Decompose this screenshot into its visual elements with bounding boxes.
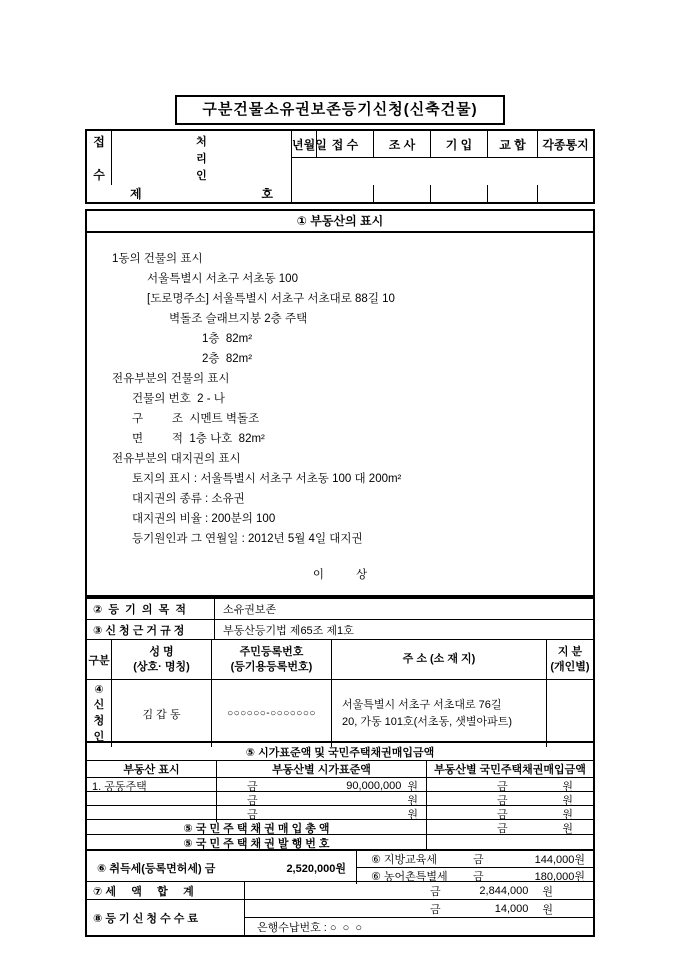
applicant-address-line2: 20, 가동 101호(서초동, 샛별아파트) (342, 715, 513, 728)
property-line: 전유부분의 건물의 표시 (112, 373, 230, 385)
property-line: 대지권의 종류 : 소유권 (132, 493, 245, 505)
party-table-header (87, 639, 593, 679)
property-line: 면 적 1층 나호 82m² (132, 433, 265, 445)
bond-issue-number-cell (427, 835, 593, 851)
col-check: 교 합 (488, 131, 538, 158)
col-review: 조 사 (374, 131, 431, 158)
date-day-label: 일 (315, 137, 327, 152)
col-header-type: 구분 (87, 640, 112, 679)
won-label: 원 (562, 809, 573, 821)
col-header-id-number: 주민등록번호 (등기용등록번호) (212, 640, 332, 679)
bond-total-cell (427, 820, 593, 836)
property-line: 서울특별시 서초구 서초동 100 (147, 273, 298, 285)
col-header-share: 지 분 (개인별) (550, 645, 590, 673)
applicant-type-char: ④ (94, 684, 104, 696)
property-line: 1층 82m² (202, 333, 253, 345)
valuation-table-header (87, 760, 593, 777)
geum-label: 금 (247, 795, 258, 807)
geum-label: 금 (497, 809, 508, 821)
doc-number-prefix: 제 (130, 187, 142, 201)
col-standard-value: 부동산별 시가표준액 (217, 761, 427, 777)
rural-tax-amount: 180,000원 (534, 871, 585, 883)
applicant-row (87, 679, 593, 741)
notices-blank-cell (538, 185, 593, 202)
geum-label: 금 (430, 903, 441, 916)
stamp-top: 접 (93, 135, 105, 149)
basis-label: ③ 신 청 근 거 규 정 (87, 620, 215, 639)
processor-char: 인 (196, 170, 207, 182)
applicant-type-char: 인 (93, 731, 105, 743)
registration-fee-cells (245, 900, 593, 935)
property-line: 벽돌조 슬래브지붕 2층 주택 (169, 313, 308, 325)
education-tax-label: ⑥ 지방교육세 (371, 854, 438, 866)
date-field (292, 131, 327, 158)
processor-char: 리 (196, 153, 207, 165)
applicant-type-char: 신 (93, 699, 105, 711)
geum-label: 금 (473, 871, 484, 883)
education-tax-amount: 144,000원 (534, 854, 585, 866)
date-year-label: 년 (292, 137, 304, 152)
applicant-address-line1: 서울특별시 서초구 서초대로 76길 (342, 698, 502, 711)
bond-issue-number-label: ⑤ 국 민 주 택 채 권 발 행 번 호 (87, 835, 427, 851)
bond-total-label: ⑤ 국 민 주 택 채 권 매 입 총 액 (87, 820, 427, 836)
property-line: [도로명주소] 서울특별시 서초구 서초대로 88길 10 (147, 293, 395, 305)
date-month-label: 월 (303, 137, 316, 152)
col-entry: 기 입 (431, 131, 488, 158)
geum-label: 금 (497, 795, 508, 807)
bank-receipt-number: 은행수납번호 : ○ ○ ○ (257, 921, 363, 934)
won-label: 원 (562, 781, 573, 793)
property-line: 전유부분의 대지권의 표시 (112, 453, 241, 465)
doc-number-suffix: 호 (261, 187, 273, 201)
purpose-value: 소유권보존 (223, 604, 277, 616)
application-table (85, 597, 595, 937)
won-label: 원 (407, 809, 418, 821)
stamp-bottom: 수 (93, 168, 105, 182)
purpose-label: ② 등 기 의 목 적 (87, 599, 215, 619)
applicant-id-number: ○○○○○○-○○○○○○○ (212, 680, 332, 747)
acquisition-tax-cell (87, 851, 357, 884)
acquisition-tax-row (87, 849, 593, 881)
property-description-body (87, 233, 593, 595)
tax-total-label: ⑦ 세 액 합 계 (87, 882, 245, 899)
col-property: 부동산 표시 (87, 761, 217, 777)
reception-stamp (87, 131, 112, 185)
applicant-address (332, 680, 547, 747)
applicant-share (547, 680, 593, 747)
property-line: 건물의 번호 2 - 나 (132, 393, 225, 405)
col-receipt: 접 수 (317, 131, 374, 158)
geum-label: 금 (247, 809, 258, 821)
valuation-row (87, 777, 593, 791)
bond-total-row (87, 819, 593, 834)
won-label: 원 (407, 781, 418, 793)
row-legal-basis (87, 619, 593, 639)
bond-issue-number-row (87, 834, 593, 849)
geum-label: 금 (430, 885, 441, 898)
col-notices: 각종통지 (538, 131, 593, 158)
property-description-box (85, 209, 595, 597)
applicant-name: 김 갑 동 (112, 680, 212, 747)
property-line: 2층 82m² (202, 353, 253, 365)
won-label: 원 (407, 795, 418, 807)
geum-label: 금 (497, 781, 508, 793)
registration-fee-amount: 14,000 (494, 902, 529, 915)
valuation-row (87, 791, 593, 805)
won-label: 원 (542, 885, 553, 898)
property-line: 토지의 표시 : 서울특별시 서초구 서초동 100 대 200m² (132, 473, 402, 485)
tax-total-amount: 2,844,000 (479, 884, 529, 897)
doc-number-field (112, 185, 292, 202)
processor-char: 처 (196, 136, 207, 148)
valuation-row (87, 805, 593, 819)
applicant-type-char: 청 (93, 715, 105, 727)
acquisition-tax-label: ⑥ 취득세(등록면허세) 금 (97, 862, 216, 875)
col-header-address: 주 소 (소 재 지) (332, 640, 547, 679)
won-label: 원 (562, 795, 573, 807)
applicant-type-cell (87, 680, 112, 747)
check-blank-cell (488, 185, 538, 202)
processor-column (112, 131, 292, 185)
section5-header: ⑤ 시가표준액 및 국민주택채권매입금액 (87, 741, 593, 760)
won-label: 원 (562, 823, 573, 835)
property-line: 구 조 시멘트 벽돌조 (132, 413, 260, 425)
education-tax-row (357, 851, 593, 868)
geum-label: 금 (247, 781, 258, 793)
won-label: 원 (542, 903, 553, 916)
col-header-name: 성 명 (상호· 명칭) (112, 640, 212, 679)
entry-blank-cell (431, 185, 488, 202)
registration-fee-label: ⑧ 등 기 신 청 수 수 료 (87, 900, 245, 935)
registration-form (85, 95, 595, 937)
row-registration-purpose (87, 599, 593, 619)
registration-fee-row (87, 899, 593, 935)
standard-value-amount: 90,000,000 (346, 780, 402, 792)
property-line: 1동의 건물의 표시 (112, 253, 203, 265)
reception-table (85, 129, 595, 204)
registration-fee-amount-row (245, 900, 593, 918)
receipt-blank-cell (317, 185, 374, 202)
rural-tax-label: ⑥ 농어촌특별세 (371, 871, 448, 883)
closing-mark: 이 상 (312, 569, 368, 581)
property-line: 등기원인과 그 연월일 : 2012년 5월 4일 대지권 (132, 533, 363, 545)
geum-label: 금 (473, 854, 484, 866)
col-bond-purchase: 부동산별 국민주택채권매입금액 (434, 764, 586, 776)
basis-value: 부동산등기법 제65조 제1호 (223, 624, 354, 637)
property-line: 대지권의 비율 : 200분의 100 (132, 513, 276, 525)
geum-label: 금 (497, 823, 508, 835)
property-label: 1. 공동주택 (87, 778, 217, 794)
property-description-header: ① 부동산의 표시 (87, 211, 593, 233)
tax-total-cell (245, 882, 593, 899)
form-title: 구분건물소유권보존등기신청(신축건물) (175, 95, 505, 125)
acquisition-tax-amount: 2,520,000원 (286, 862, 346, 875)
review-blank-cell (374, 185, 431, 202)
tax-total-row (87, 881, 593, 899)
sub-taxes (357, 851, 593, 884)
